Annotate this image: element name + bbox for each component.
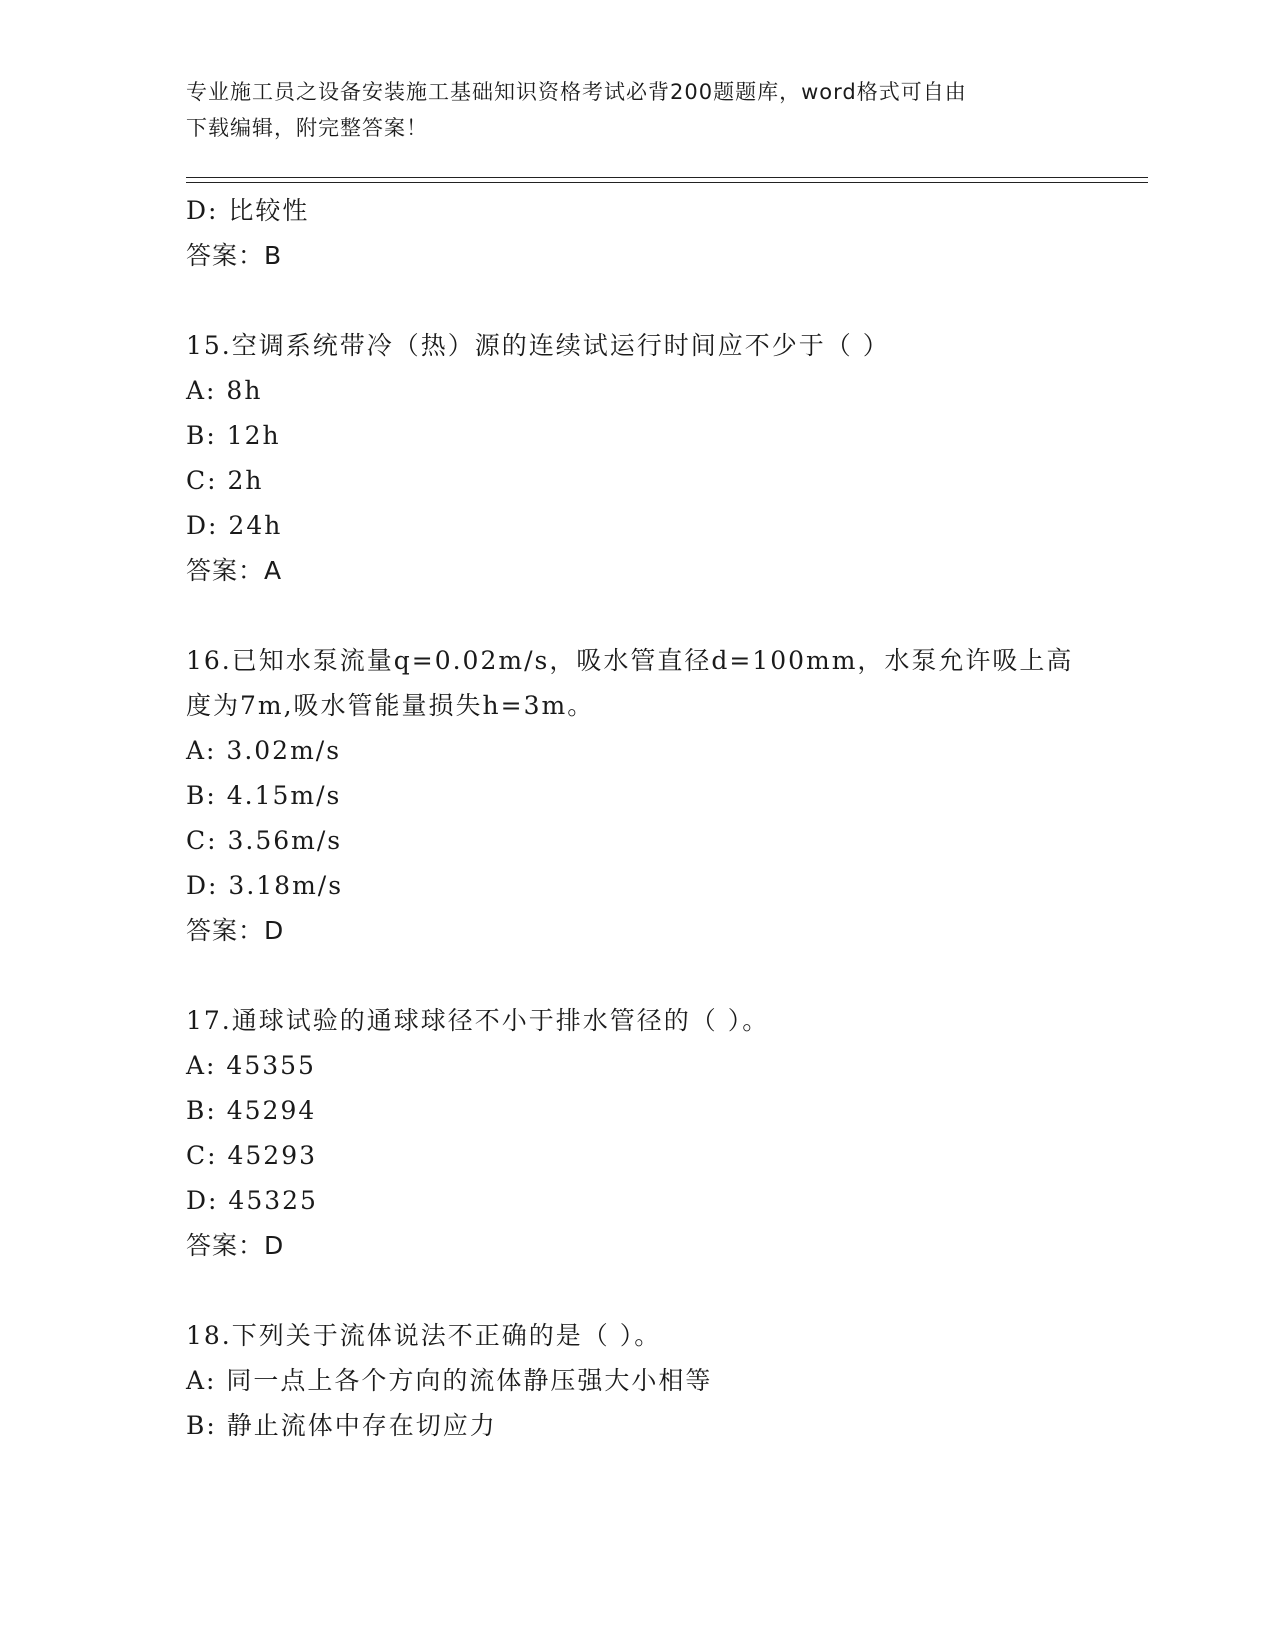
document-header bbox=[186, 74, 1066, 146]
option-c: C: 2h bbox=[186, 466, 264, 495]
header-line-1: 专业施工员之设备安装施工基础知识资格考试必背200题题库，word格式可自由 bbox=[186, 80, 967, 104]
option-a: A: 8h bbox=[186, 376, 263, 405]
spacer bbox=[186, 278, 1086, 323]
prev-option-d: D: 比较性 bbox=[186, 196, 310, 225]
header-line-2: 下载编辑，附完整答案！ bbox=[186, 116, 428, 140]
option-d: D: 45325 bbox=[186, 1186, 318, 1215]
option-d: D: 24h bbox=[186, 511, 283, 540]
question-text bbox=[186, 998, 1086, 1043]
question-text bbox=[186, 638, 1086, 728]
spacer bbox=[186, 1268, 1086, 1313]
question-line: 16.已知水泵流量q=0.02m/s，吸水管直径d=100mm，水泵允许吸上高 bbox=[186, 646, 1074, 675]
option-d: D: 3.18m/s bbox=[186, 871, 344, 900]
option-a: A: 3.02m/s bbox=[186, 736, 342, 765]
question-17 bbox=[186, 998, 1086, 1268]
option-c: C: 3.56m/s bbox=[186, 826, 343, 855]
option-b: B: 4.15m/s bbox=[186, 781, 342, 810]
question-line: 17.通球试验的通球球径不小于排水管径的（ ）。 bbox=[186, 1006, 770, 1035]
spacer bbox=[186, 593, 1086, 638]
question-text bbox=[186, 1313, 1086, 1358]
question-16 bbox=[186, 638, 1086, 953]
answer: 答案：D bbox=[186, 1231, 285, 1260]
question-15 bbox=[186, 323, 1086, 593]
option-b: B: 12h bbox=[186, 421, 281, 450]
spacer bbox=[186, 953, 1086, 998]
answer: 答案：A bbox=[186, 556, 283, 585]
answer: 答案：D bbox=[186, 916, 285, 945]
option-b: B: 静止流体中存在切应力 bbox=[186, 1411, 497, 1440]
question-18 bbox=[186, 1313, 1086, 1448]
question-line: 度为7m,吸水管能量损失h=3m。 bbox=[186, 691, 595, 720]
question-text bbox=[186, 323, 1086, 368]
option-a: A: 45355 bbox=[186, 1051, 316, 1080]
option-a: A: 同一点上各个方向的流体静压强大小相等 bbox=[186, 1366, 713, 1395]
option-c: C: 45293 bbox=[186, 1141, 318, 1170]
question-line: 18.下列关于流体说法不正确的是（ ）。 bbox=[186, 1321, 662, 1350]
question-list bbox=[186, 188, 1086, 1448]
option-b: B: 45294 bbox=[186, 1096, 317, 1125]
header-divider bbox=[186, 177, 1148, 183]
question-line: 15.空调系统带冷（热）源的连续试运行时间应不少于（ ） bbox=[186, 331, 890, 360]
prev-answer: 答案：B bbox=[186, 241, 283, 270]
